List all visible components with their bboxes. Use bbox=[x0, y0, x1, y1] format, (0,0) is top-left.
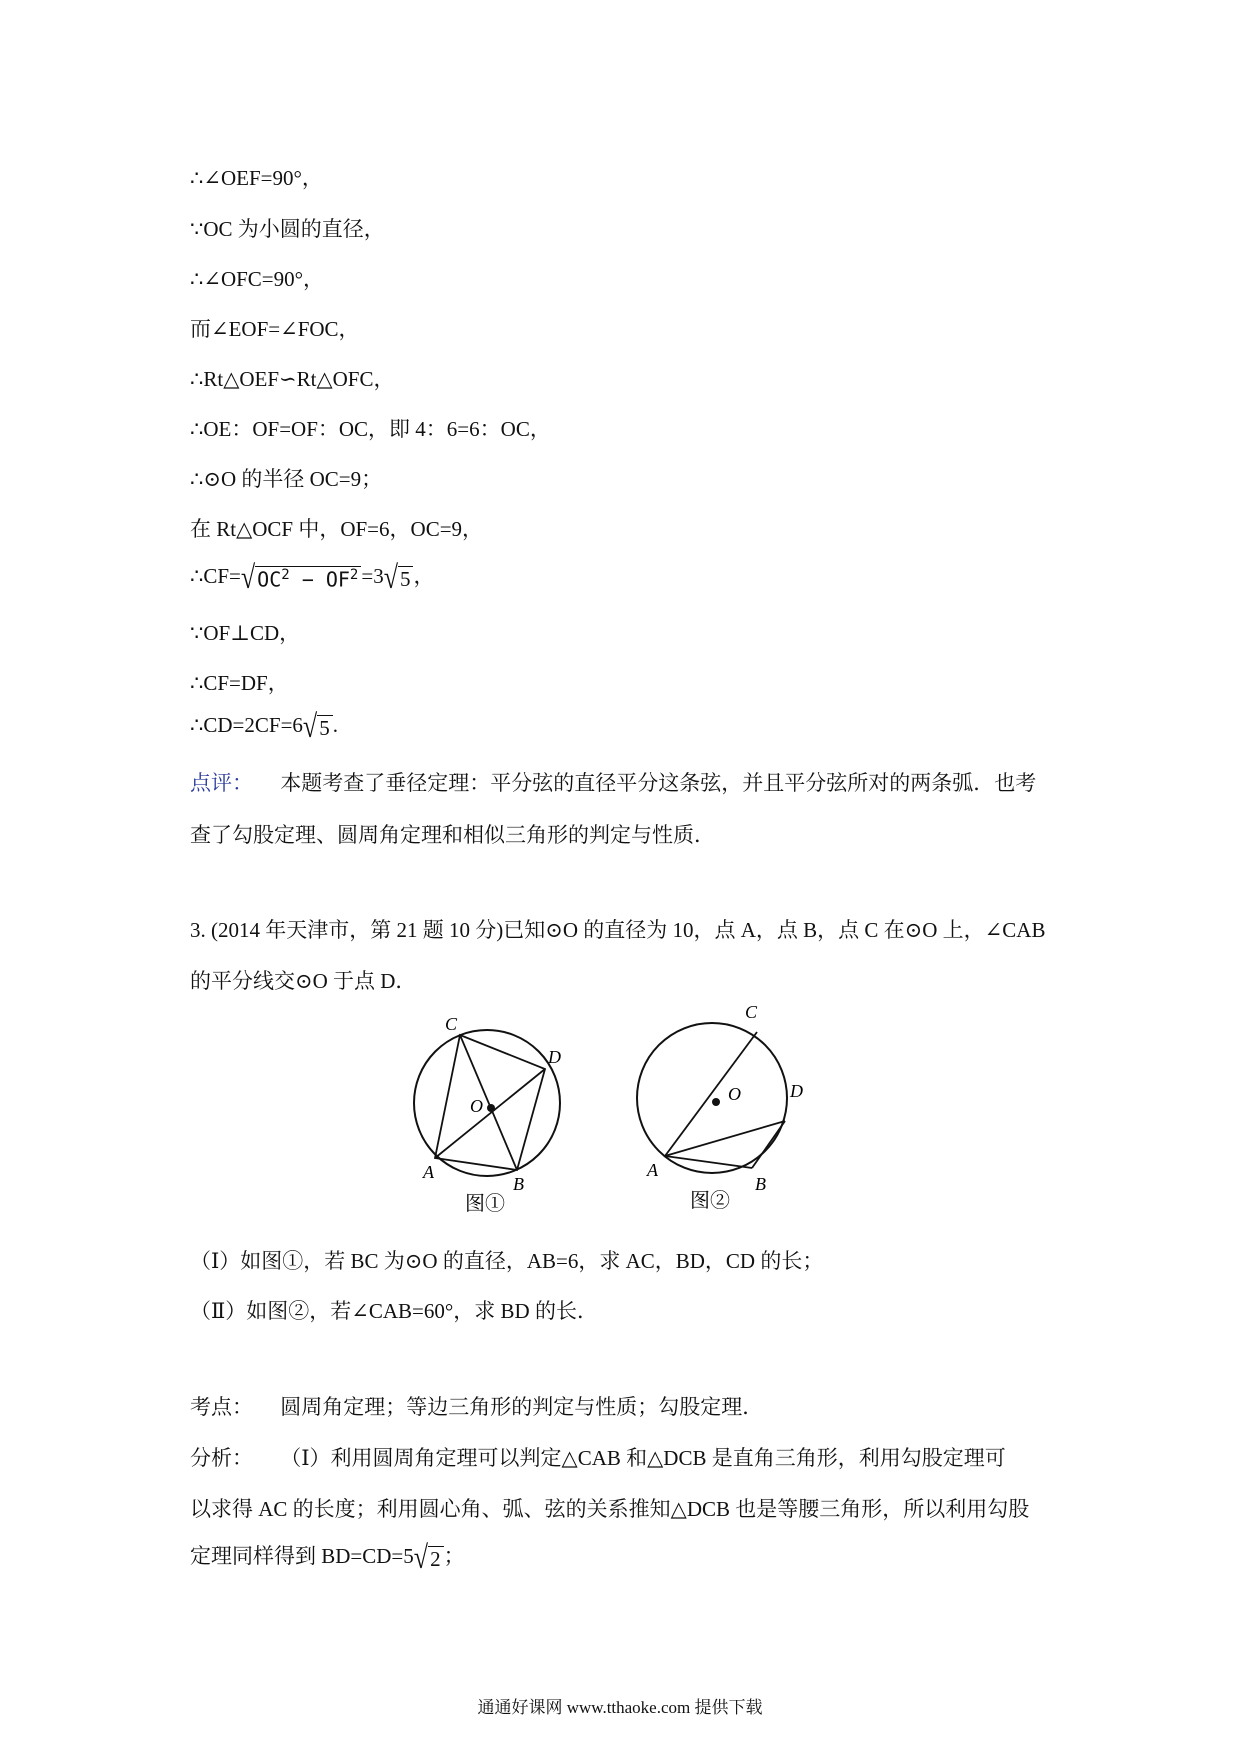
chord-db-2 bbox=[752, 1121, 785, 1168]
figure-2 bbox=[637, 1002, 803, 1212]
label-C-1: C bbox=[445, 1014, 458, 1034]
fenxi-line-3 bbox=[190, 1539, 465, 1576]
fenxi-line-1 bbox=[190, 1442, 1006, 1472]
proof-line-11: ∴CF=DF， bbox=[190, 671, 289, 695]
rad-oc: OC bbox=[257, 567, 282, 592]
proof-line-3: ∴∠OFC=90°， bbox=[190, 267, 325, 291]
label-B-2: B bbox=[755, 1174, 766, 1194]
fig1-caption: 图① bbox=[465, 1193, 505, 1215]
cf-prefix: ∴CF= bbox=[190, 564, 241, 588]
label-C-2: C bbox=[745, 1002, 758, 1022]
label-D-2: D bbox=[790, 1081, 803, 1101]
quad-acdb-1 bbox=[435, 1035, 545, 1170]
sqrt-oc-of: √ $OC^2 - OF^2$ bbox=[241, 563, 361, 593]
proof-line-8: 在 Rt△OCF 中，OF=6，OC=9， bbox=[190, 517, 484, 541]
exp-of: 2 bbox=[349, 566, 359, 583]
chord-ad-2 bbox=[665, 1121, 785, 1156]
sqrt-5b: √5 bbox=[303, 712, 333, 742]
cf-eq: =3 bbox=[361, 564, 384, 588]
question-2: （Ⅱ）如图②，若∠CAB=60°，求 BD 的长． bbox=[190, 1299, 598, 1323]
proof-line-5: ∴Rt△OEF∽Rt△OFC， bbox=[190, 367, 395, 391]
label-B-1: B bbox=[513, 1174, 524, 1194]
sqrt-2: √2 bbox=[414, 1543, 444, 1573]
fenxi-line-2: 以求得 AC 的长度；利用圆心角、弧、弦的关系推知△DCB 也是等腰三角形，所以利用勾股 bbox=[190, 1497, 1030, 1521]
cf-end: ， bbox=[413, 564, 435, 588]
chord-ab-2 bbox=[665, 1156, 752, 1168]
center-dot-2 bbox=[712, 1098, 720, 1106]
page-footer: 通通好课网 www.tthaoke.com 提供下载 bbox=[477, 1698, 763, 1717]
kaodian-line bbox=[190, 1391, 763, 1421]
fenxi-text-1: （Ⅰ）利用圆周角定理可以判定△CAB 和△DCB 是直角三角形，利用勾股定理可 bbox=[280, 1446, 1006, 1470]
comment-line-1 bbox=[190, 767, 1036, 797]
problem-line-2: 的平分线交⊙O 于点 D． bbox=[190, 969, 417, 993]
kaodian-label: 考点： bbox=[190, 1395, 253, 1419]
cd-prefix: ∴CD=2CF=6 bbox=[190, 712, 303, 737]
comment-line-2: 查了勾股定理、圆周角定理和相似三角形的判定与性质． bbox=[190, 823, 715, 847]
rad-2: 2 bbox=[428, 1546, 444, 1572]
diag-ad-1 bbox=[435, 1069, 545, 1158]
exp-oc: 2 bbox=[281, 566, 290, 583]
kaodian-text: 圆周角定理；等边三角形的判定与性质；勾股定理． bbox=[280, 1395, 764, 1419]
fenxi-label: 分析： bbox=[190, 1446, 253, 1470]
sqrt-5: √5 bbox=[384, 563, 414, 593]
proof-line-9 bbox=[190, 559, 435, 596]
label-D-1: D bbox=[548, 1047, 561, 1067]
label-O-2: O bbox=[728, 1084, 741, 1104]
cd-end: . bbox=[332, 712, 338, 737]
rad-5b: 5 bbox=[317, 715, 333, 741]
rad-5: 5 bbox=[398, 566, 414, 592]
label-A-2: A bbox=[647, 1160, 658, 1180]
rad-mid: − OF bbox=[289, 567, 350, 592]
chord-ac-2 bbox=[665, 1032, 757, 1156]
fenxi-3-end: ； bbox=[443, 1544, 465, 1568]
proof-line-4: 而∠EOF=∠FOC， bbox=[190, 317, 360, 341]
center-dot-1 bbox=[487, 1104, 495, 1112]
proof-line-12 bbox=[190, 708, 338, 745]
proof-line-10: ∵OF⊥CD， bbox=[190, 621, 301, 645]
proof-line-2: ∵OC 为小圆的直径， bbox=[190, 217, 385, 241]
fenxi-3-pre: 定理同样得到 BD=CD=5 bbox=[190, 1544, 414, 1568]
proof-line-1: ∴∠OEF=90°， bbox=[190, 166, 323, 190]
geometry-figures bbox=[405, 1000, 865, 1230]
comment-text-1: 本题考查了垂径定理：平分弦的直径平分这条弦，并且平分弦所对的两条弧．也考 bbox=[280, 771, 1037, 795]
label-O-1: O bbox=[470, 1096, 483, 1116]
comment-label: 点评： bbox=[190, 771, 253, 795]
figure-1 bbox=[414, 1014, 561, 1215]
question-1: （Ⅰ）如图①，若 BC 为⊙O 的直径，AB=6，求 AC，BD，CD 的长； bbox=[190, 1249, 824, 1273]
proof-line-7: ∴⊙O 的半径 OC=9； bbox=[190, 467, 383, 491]
fig2-caption: 图② bbox=[690, 1190, 730, 1212]
proof-line-6: ∴OE：OF=OF：OC，即 4：6=6：OC， bbox=[190, 417, 551, 441]
label-A-1: A bbox=[423, 1162, 434, 1182]
problem-line-1: 3. (2014 年天津市，第 21 题 10 分)已知⊙O 的直径为 10，点 A，点 B，点 C 在⊙O 上，∠CAB bbox=[190, 918, 1046, 942]
